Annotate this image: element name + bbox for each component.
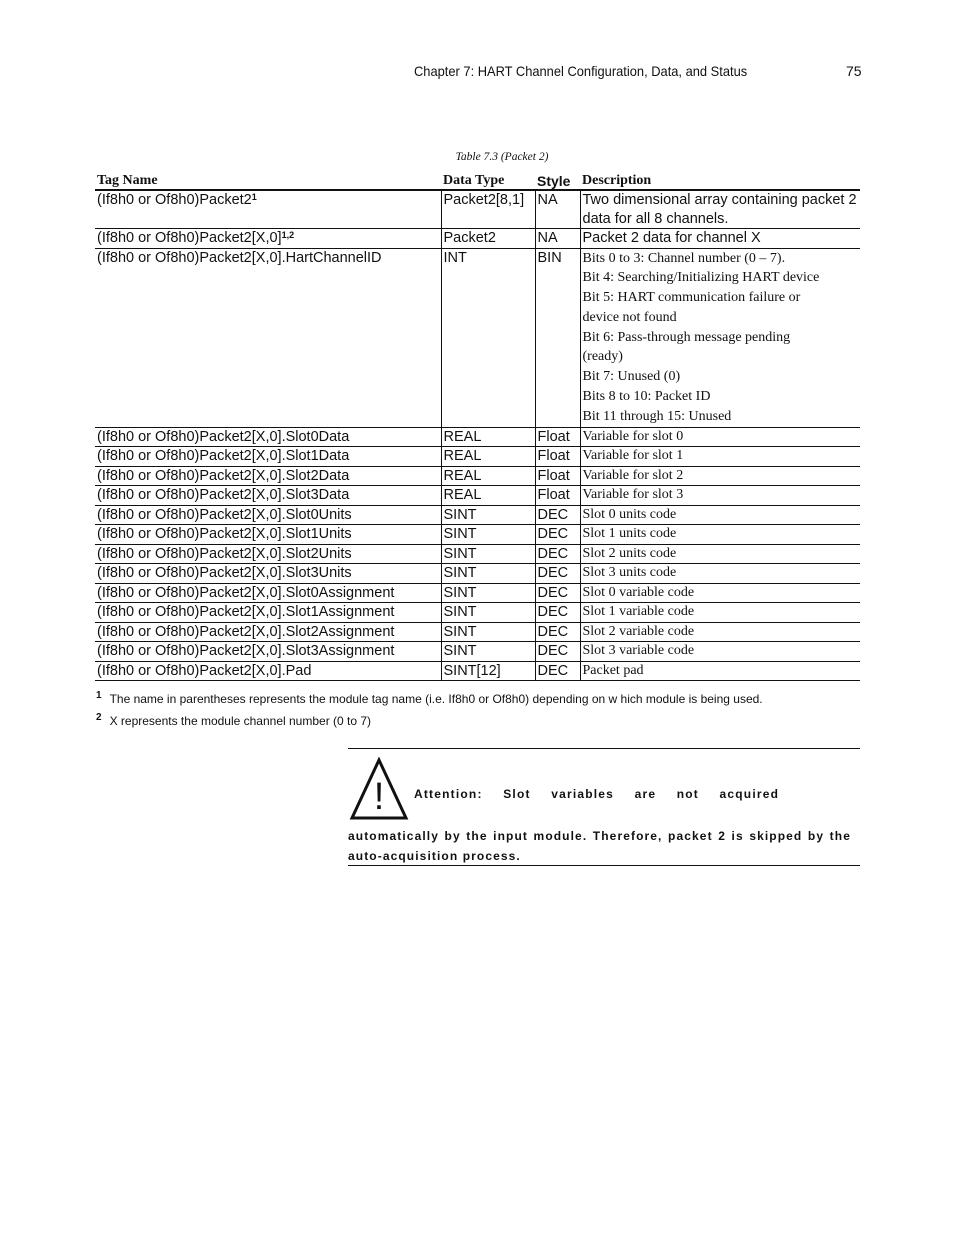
tag-name-text: (If8h0 or Of8h0)Packet2[X,0].HartChannelID [97,249,382,266]
column-header-description: Description [580,170,860,190]
style-cell: DEC [535,544,580,564]
table-caption: Table 7.3 (Packet 2) [455,151,549,163]
data-type-cell: SINT [441,544,535,564]
tag-name-cell [95,447,441,467]
attention-box [348,748,860,866]
footnote-text: The name in parentheses represents the module tag name (i.e. If8h0 or Of8h0) depending on w hich module is being used. [109,692,763,706]
tag-name-cell [95,505,441,525]
description-cell: Variable for slot 3 [580,486,860,506]
style-cell: Float [535,486,580,506]
data-type-cell: REAL [441,427,535,447]
column-header-style: Style [535,170,580,190]
data-type-cell: SINT [441,583,535,603]
tag-name-cell [95,525,441,545]
footnote-reference: 1,2 [281,230,295,240]
data-type-cell: SINT [441,564,535,584]
attention-first-line: Slot variables are not acquired [503,787,780,801]
tag-name-cell [95,486,441,506]
packet2-table [95,170,860,681]
description-cell: Slot 1 variable code [580,603,860,623]
description-cell: Variable for slot 0 [580,427,860,447]
style-cell: Float [535,427,580,447]
description-line: Bit 5: HART communication failure or [582,290,801,306]
page-number: 75 [846,63,862,79]
description-cell: Slot 3 variable code [580,642,860,662]
style-cell: DEC [535,525,580,545]
data-type-cell: INT [441,248,535,427]
footnote-text: X represents the module channel number (0 to 7) [109,714,372,728]
tag-name-cell [95,466,441,486]
tag-name-cell [95,229,441,249]
tag-name-text: (If8h0 or Of8h0)Packet2 [97,192,252,208]
description-line: Bits 0 to 3: Channel number (0 – 7). [582,250,786,266]
footnote-mark: 2 [96,712,102,723]
tag-name-cell [95,544,441,564]
table-row [95,622,860,642]
data-type-cell: REAL [441,466,535,486]
description-cell: Slot 0 units code [580,505,860,525]
table-row [95,248,860,427]
description-cell: Slot 3 units code [580,564,860,584]
data-type-cell: SINT [441,505,535,525]
tag-name-text: (If8h0 or Of8h0)Packet2[X,0].Slot3Data [97,487,350,504]
tag-name-text: (If8h0 or Of8h0)Packet2[X,0].Slot3Units [97,565,352,582]
table-row [95,583,860,603]
table-row [95,427,860,447]
column-header-data-type: Data Type [441,170,535,190]
description-line: (ready) [582,349,623,365]
tag-name-text: (If8h0 or Of8h0)Packet2[X,0].Slot2Assignment [97,623,395,640]
style-cell: Float [535,447,580,467]
table-row [95,544,860,564]
tag-name-text: (If8h0 or Of8h0)Packet2[X,0].Slot2Data [97,467,350,484]
table-row [95,447,860,467]
style-cell: Float [535,466,580,486]
tag-name-cell [95,190,441,229]
table-row [95,505,860,525]
style-cell: NA [535,190,580,229]
tag-name-cell [95,564,441,584]
table-row [95,190,860,229]
tag-name-text: (If8h0 or Of8h0)Packet2[X,0].Slot0Assignment [97,584,395,601]
description-cell: Variable for slot 1 [580,447,860,467]
tag-name-text: (If8h0 or Of8h0)Packet2[X,0].Slot0Data [97,428,350,445]
style-cell: BIN [535,248,580,427]
tag-name-text: (If8h0 or Of8h0)Packet2[X,0].Slot1Assignment [97,604,395,621]
table-row [95,661,860,681]
description-cell: Two dimensional array containing packet 2 data for all 8 channels. [580,190,860,229]
description-cell: Variable for slot 2 [580,466,860,486]
data-type-cell: SINT[12] [441,661,535,681]
footnote-mark: 1 [96,690,102,701]
warning-triangle-icon [349,757,409,821]
style-cell: DEC [535,603,580,623]
tag-name-cell [95,248,441,427]
table-header-row [95,170,860,190]
tag-name-text: (If8h0 or Of8h0)Packet2[X,0] [97,230,282,246]
description-cell: Packet 2 data for channel X [580,229,860,249]
tag-name-cell [95,642,441,662]
data-type-cell: Packet2[8,1] [441,190,535,229]
footnote-2 [96,714,371,728]
data-type-cell: REAL [441,486,535,506]
attention-body: automatically by the input module. Therefore, packet 2 is skipped by the auto-acquisition process. [348,829,851,863]
tag-name-text: (If8h0 or Of8h0)Packet2[X,0].Slot0Units [97,506,352,523]
table-row [95,229,860,249]
footnote-reference: 1 [251,192,257,202]
description-cell: Slot 0 variable code [580,583,860,603]
data-type-cell: REAL [441,447,535,467]
description-line: Bit 11 through 15: Unused [582,408,732,424]
data-type-cell: Packet2 [441,229,535,249]
tag-name-text: (If8h0 or Of8h0)Packet2[X,0].Slot1Units [97,526,352,543]
table-row [95,603,860,623]
data-type-cell: SINT [441,622,535,642]
tag-name-cell [95,622,441,642]
description-line: Bits 8 to 10: Packet ID [582,389,711,405]
style-cell: DEC [535,583,580,603]
svg-text:!: ! [373,776,385,818]
description-line: Bit 4: Searching/Initializing HART device [582,270,820,286]
tag-name-cell [95,583,441,603]
description-cell: Packet pad [580,661,860,681]
tag-name-cell [95,427,441,447]
data-type-cell: SINT [441,642,535,662]
tag-name-text: (If8h0 or Of8h0)Packet2[X,0].Slot3Assignment [97,643,395,660]
tag-name-cell [95,603,441,623]
tag-name-text: (If8h0 or Of8h0)Packet2[X,0].Slot1Data [97,448,350,465]
tag-name-cell [95,661,441,681]
table-row [95,525,860,545]
table-body [95,190,860,681]
description-line: Bit 7: Unused (0) [582,369,681,385]
style-cell: DEC [535,622,580,642]
style-cell: NA [535,229,580,249]
description-cell: Slot 2 units code [580,544,860,564]
description-line: Bit 6: Pass-through message pending [582,329,791,345]
description-cell: Slot 1 units code [580,525,860,545]
description-line: device not found [582,309,677,325]
style-cell: DEC [535,505,580,525]
style-cell: DEC [535,564,580,584]
table-row [95,486,860,506]
style-cell: DEC [535,661,580,681]
chapter-header: Chapter 7: HART Channel Configuration, Data, and Status [414,63,748,79]
table-row [95,466,860,486]
table-row [95,642,860,662]
table-row [95,564,860,584]
footnote-1 [96,692,763,706]
data-type-cell: SINT [441,603,535,623]
attention-heading [414,787,779,801]
data-type-cell: SINT [441,525,535,545]
column-header-tag-name: Tag Name [95,170,441,190]
style-cell: DEC [535,642,580,662]
description-cell [580,248,860,427]
attention-label: Attention: [414,787,483,801]
description-cell: Slot 2 variable code [580,622,860,642]
tag-name-text: (If8h0 or Of8h0)Packet2[X,0].Pad [97,662,312,679]
tag-name-text: (If8h0 or Of8h0)Packet2[X,0].Slot2Units [97,545,352,562]
